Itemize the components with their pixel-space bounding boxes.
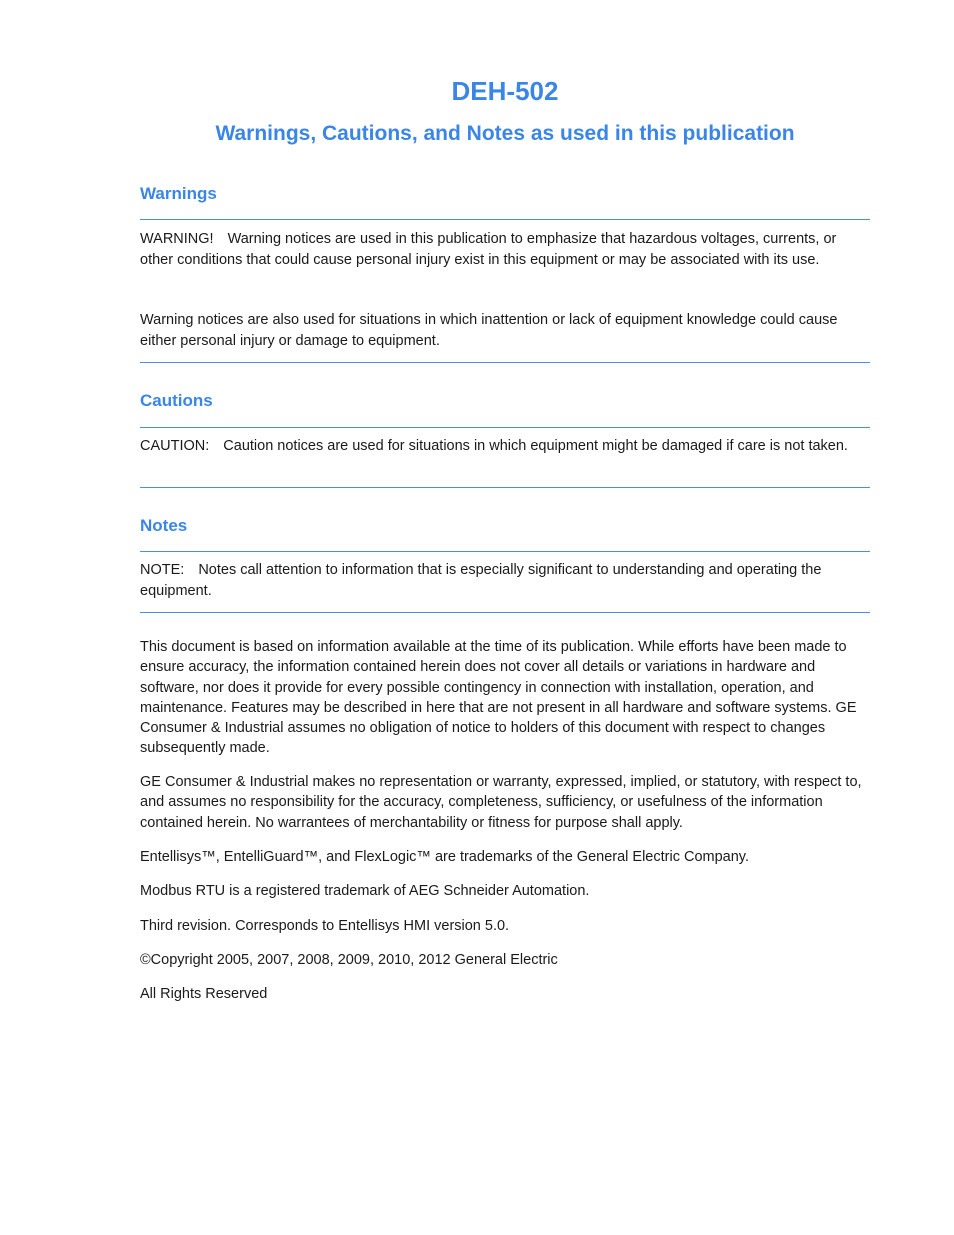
document-subtitle: Warnings, Cautions, and Notes as used in this publication [215,122,795,145]
warning-notice [140,229,870,270]
cautions-bottom-rule [140,487,870,488]
note-notice [140,560,870,601]
warnings-bottom-rule [140,362,870,363]
document-id: DEH-502 [451,76,559,106]
cautions-heading: Cautions [140,391,213,410]
rights-paragraph: All Rights Reserved [140,986,268,1002]
warnings-heading: Warnings [140,184,217,203]
warning-keyword: WARNING! [140,231,214,247]
note-keyword: NOTE: [140,562,185,578]
cautions-top-rule [140,427,870,428]
copyright-paragraph: ©Copyright 2005, 2007, 2008, 2009, 2010, 2012 General Electric [140,952,558,968]
caution-text: Caution notices are used for situations in which equipment might be damaged if care is not taken. [223,438,848,454]
notes-bottom-rule [140,612,870,613]
warning-text: Warning notices are used in this publication to emphasize that hazardous voltages, currents, or other conditions that could cause personal injury exist in this equipment or may be associated with its use. [140,231,837,268]
notes-top-rule [140,551,870,552]
caution-keyword: CAUTION: [140,438,210,454]
disclaimer-paragraph: This document is based on information available at the time of its publication. While efforts have been made to ensure accuracy, the information contained herein does not cover all details or variations in hardware and software, nor does it provide for every possible contingency in connection with installation, operation, and maintenance. Features may be described in here that are not present in all hardware and software systems. GE Consumer & Industrial assumes no obligation of notice to holders of this document with respect to changes subsequently made. [140,639,857,757]
revision-paragraph: Third revision. Corresponds to Entellisys HMI version 5.0. [140,918,510,934]
warnings-top-rule [140,219,870,220]
trademarks-paragraph: Entellisys™, EntelliGuard™, and FlexLogic™ are trademarks of the General Electric Company. [140,849,749,865]
notes-heading: Notes [140,516,188,535]
modbus-paragraph: Modbus RTU is a registered trademark of AEG Schneider Automation. [140,883,590,899]
note-text: Notes call attention to information that is especially significant to understanding and operating the equipment. [140,562,822,599]
warranty-paragraph: GE Consumer & Industrial makes no representation or warranty, expressed, implied, or statutory, with respect to, and assumes no responsibility for the accuracy, completeness, sufficiency, or usefulness of the information contained herein. No warrantees of merchantability or fitness for purpose shall apply. [140,774,862,831]
warning-notice-additional: Warning notices are also used for situations in which inattention or lack of equipment knowledge could cause either personal injury or damage to equipment. [140,312,838,349]
caution-notice [140,436,870,457]
